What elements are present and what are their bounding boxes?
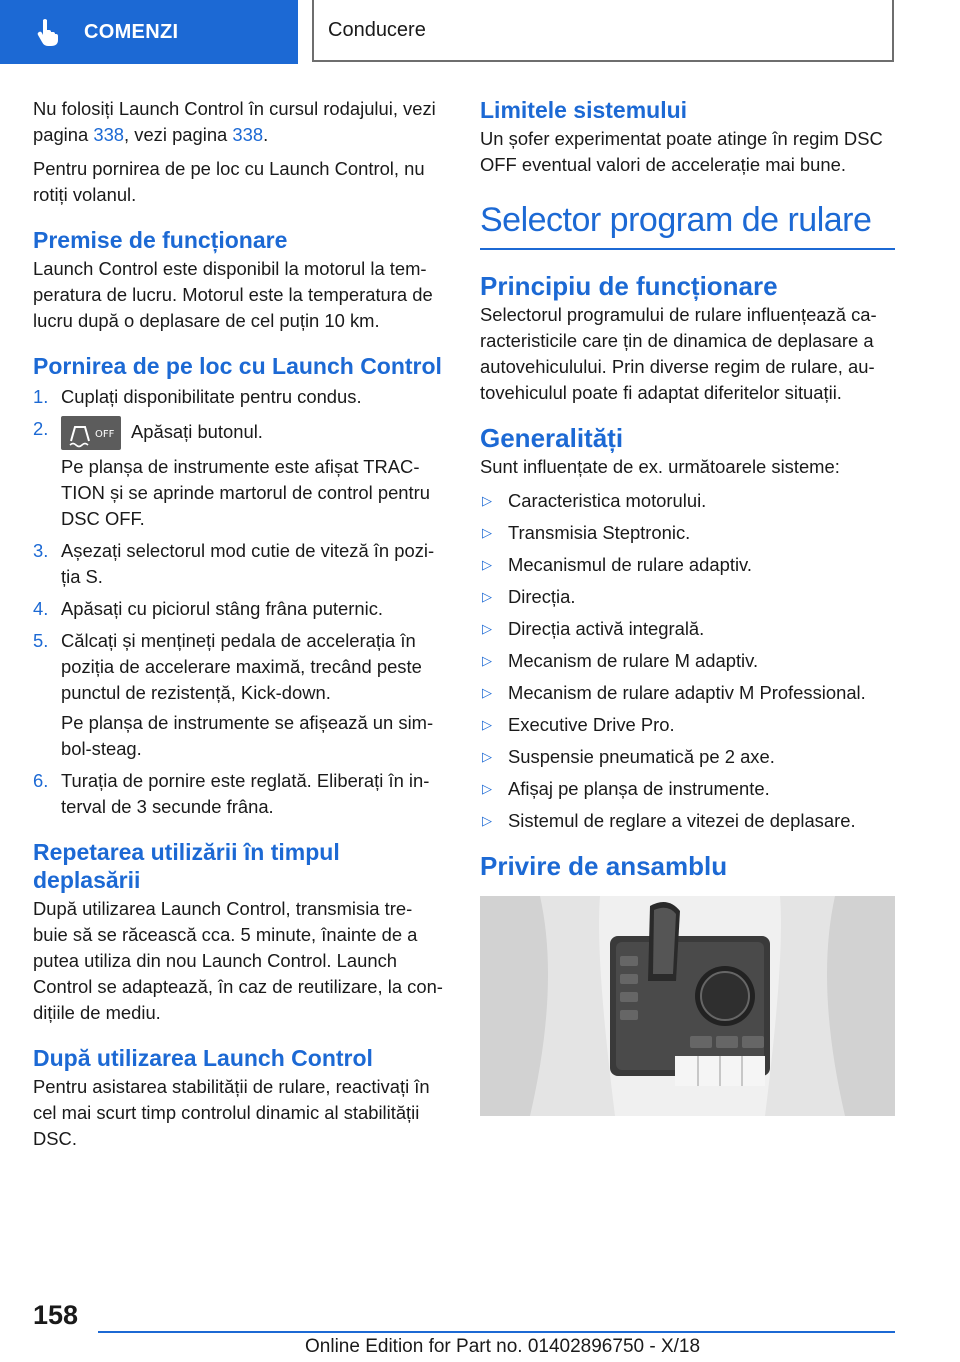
list-item: 2. OFF Apăsați butonul. Pe planșa de instrumente este afișat TRAC- TION și se aprinde martorul de control pentru DSC OFF. (33, 416, 448, 532)
list-item: ▷ Caracteristica motorului. (482, 490, 707, 511)
list-item: 6. Turația de pornire este reglată. Eliberați în in- terval de 3 secunde frâna. (33, 770, 430, 817)
list-item: ▷ Direcția. (482, 586, 576, 607)
paragraph: După utilizarea Launch Control, transmisia tre- buie să se răcească cca. 5 minute, înainte de a putea utiliza din nou Launch Control. Launch Control se adaptează, în caz de reutilizare, la con- dițiile de mediu. (33, 898, 443, 1023)
intro-paragraph: Nu folosiți Launch Control în cursul rodajului, vezi pagina 338, vezi pagina 338. (33, 98, 436, 145)
steps-list (33, 384, 448, 820)
svg-text:OFF: OFF (95, 429, 115, 440)
page-link[interactable]: 338 (232, 124, 264, 145)
chapter-tab[interactable] (0, 0, 298, 64)
list-item: ▷ Mecanism de rulare adaptiv M Professional. (482, 682, 866, 703)
paragraph: Selectorul programului de rulare influențează ca- racteristicile care țin de dinamica de deplasare a autovehiculului. Prin diverse regim de rulare, au- tovehiculul poate fi adaptat diferitelor situații. (480, 304, 877, 403)
list-item: 5. Călcați și mențineți pedala de accelerația în poziția de accelerare maximă, trecând peste punctul de rezistență, Kick-down. Pe planșa de instrumente se afișează un sim- bol-steag. (33, 628, 448, 762)
page-number: 158 (33, 1300, 79, 1330)
section-header (312, 0, 894, 62)
list-item: ▷ Suspensie pneumatică pe 2 axe. (482, 746, 775, 767)
list-item: ▷ Mecanismul de rulare adaptiv. (482, 554, 752, 575)
list-item: ▷ Sistemul de reglare a vitezei de deplasare. (482, 810, 856, 831)
chapter-label: COMENZI (84, 20, 179, 43)
right-column (480, 96, 895, 1121)
section-heading: Pornirea de pe loc cu Launch Control (33, 353, 442, 379)
dsc-off-button-icon (61, 416, 121, 450)
list-item: ▷ Transmisia Steptronic. (482, 522, 691, 543)
paragraph: Sunt influențate de ex. următoarele sisteme: (480, 456, 840, 477)
center-console-photo (480, 896, 895, 1116)
section-heading: Principiu de funcționare (480, 271, 778, 301)
list-item: 1. Cuplați disponibilitate pentru condus. (33, 386, 362, 407)
list-item: ▷ Direcția activă integrală. (482, 618, 705, 639)
step-note: Pe planșa de instrumente este afișat TRAC- TION și se aprinde martorul de control pentru DSC OFF. (61, 456, 430, 529)
list-item: ▷ Afișaj pe planșa de instrumente. (482, 778, 770, 799)
left-column (33, 96, 448, 1160)
step-note: Pe planșa de instrumente se afișează un sim- bol-steag. (61, 712, 434, 759)
section-heading: Repetarea utilizării în timpul deplasării (33, 839, 340, 893)
list-item: 3. Așezați selectorul mod cutie de viteză în pozi- ția S. (33, 540, 435, 587)
section-title: Conducere (328, 18, 426, 41)
paragraph: Pentru asistarea stabilității de rulare, reactivați în cel mai scurt timp controlul dinamic al stabilității DSC. (33, 1076, 430, 1149)
list-item: 4. Apăsați cu piciorul stâng frâna puternic. (33, 598, 384, 619)
paragraph: Un șofer experimentat poate atinge în regim DSC OFF eventual valori de accelerație mai bune. (480, 128, 883, 175)
list-item: ▷ Executive Drive Pro. (482, 714, 675, 735)
section-heading: După utilizarea Launch Control (33, 1045, 373, 1071)
paragraph: Launch Control este disponibil la motorul la tem- peratura de lucru. Motorul este la temperatura de lucru după o deplasare de cel puțin 10 km. (33, 258, 433, 331)
list-item: ▷ Mecanism de rulare M adaptiv. (482, 650, 759, 671)
footer-divider (98, 1331, 895, 1333)
intro-paragraph: Pentru pornirea de pe loc cu Launch Control, nu rotiți volanul. (33, 158, 425, 205)
page-link[interactable]: 338 (93, 124, 125, 145)
edition-text: Online Edition for Part no. 01402896750 - X/18 (305, 1336, 701, 1357)
section-heading: Premise de funcționare (33, 227, 288, 253)
pointing-hand-icon (34, 17, 64, 47)
section-heading: Privire de ansamblu (480, 851, 728, 881)
main-heading: Selector program de rulare (480, 198, 895, 250)
systems-list (480, 488, 895, 834)
section-heading: Generalități (480, 423, 624, 453)
section-heading: Limitele sistemului (480, 97, 688, 123)
